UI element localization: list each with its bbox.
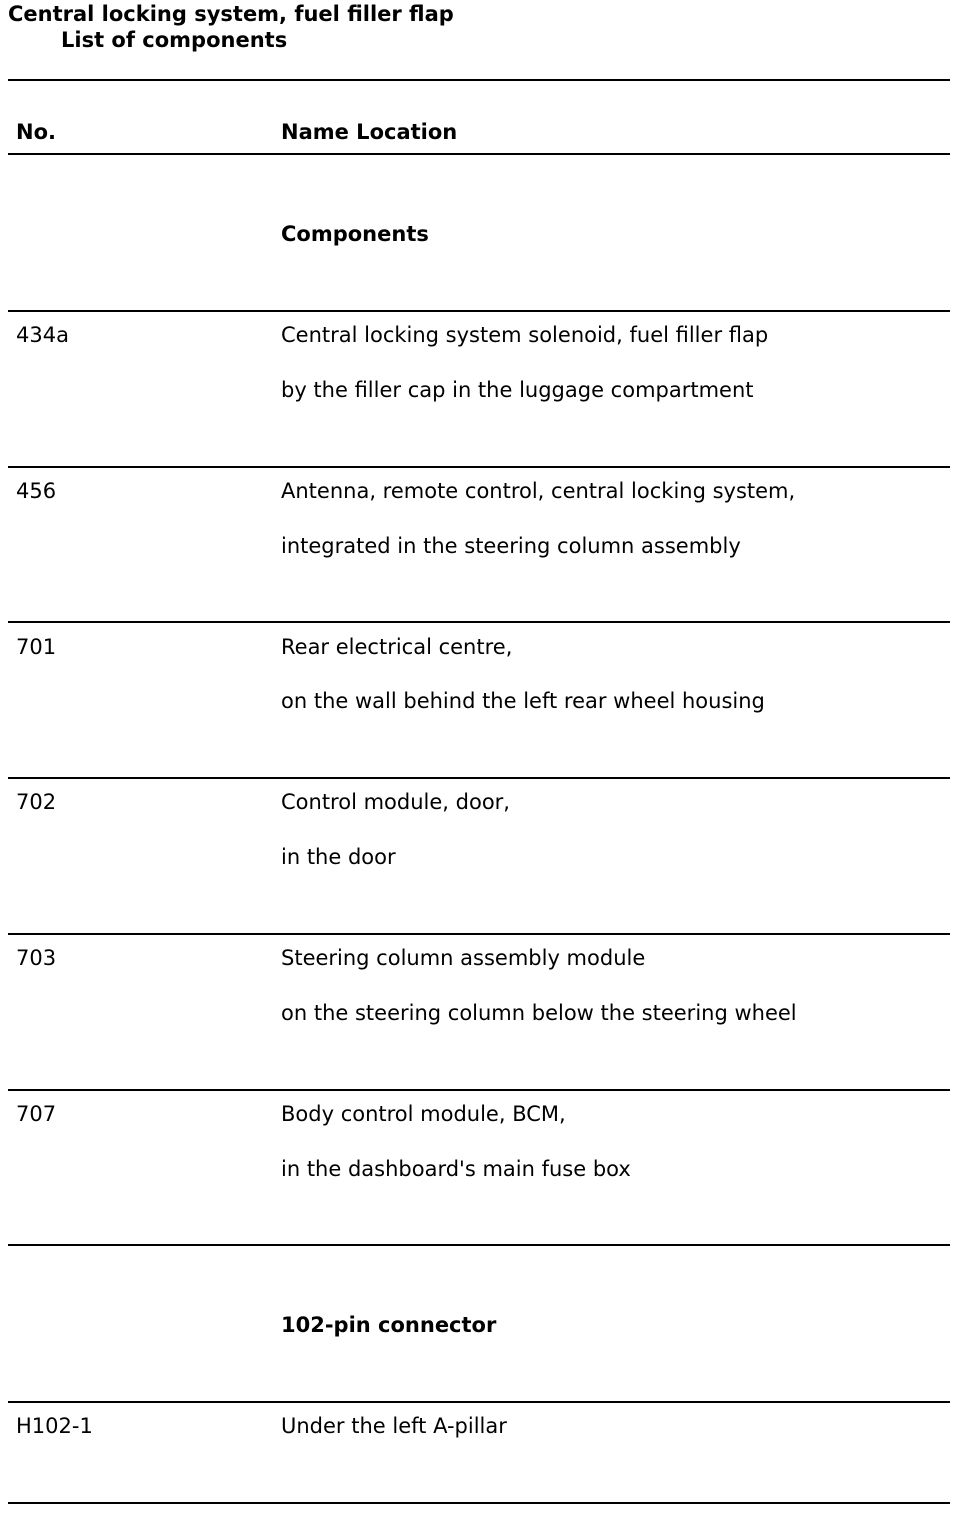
row-name: Control module, door,	[281, 790, 510, 814]
section-divider	[8, 1244, 950, 1246]
row-name: Body control module, BCM,	[281, 1102, 566, 1126]
row-divider	[8, 777, 950, 779]
row-location: in the dashboard's main fuse box	[281, 1157, 631, 1181]
row-number: 702	[16, 790, 57, 814]
header-rule	[8, 153, 950, 155]
row-number: 434a	[16, 323, 69, 347]
row-divider	[8, 310, 950, 312]
page-title: Central locking system, fuel filler flap	[8, 2, 454, 26]
row-location: by the filler cap in the luggage compartment	[281, 378, 754, 402]
row-number: H102-1	[16, 1414, 93, 1438]
row-number: 707	[16, 1102, 57, 1126]
row-divider	[8, 1401, 950, 1403]
row-name: Steering column assembly module	[281, 946, 646, 970]
table-top-rule	[8, 79, 950, 81]
row-name: Rear electrical centre,	[281, 635, 513, 659]
row-location: on the steering column below the steering wheel	[281, 1001, 797, 1025]
row-divider	[8, 621, 950, 623]
row-number: 703	[16, 946, 57, 970]
header-no: No.	[16, 120, 56, 144]
section-heading-components: Components	[281, 222, 429, 246]
row-name: Under the left A-pillar	[281, 1414, 507, 1438]
table-bottom-rule	[8, 1502, 950, 1504]
page-subtitle: List of components	[61, 28, 288, 52]
row-number: 701	[16, 635, 57, 659]
row-name: Central locking system solenoid, fuel filler flap	[281, 323, 769, 347]
row-number: 456	[16, 479, 57, 503]
row-divider	[8, 466, 950, 468]
header-name-location: Name Location	[281, 120, 458, 144]
row-name: Antenna, remote control, central locking system,	[281, 479, 796, 503]
row-location: in the door	[281, 845, 396, 869]
section-heading-connector: 102-pin connector	[281, 1313, 497, 1337]
row-divider	[8, 1089, 950, 1091]
row-divider	[8, 933, 950, 935]
row-location: integrated in the steering column assembly	[281, 534, 741, 558]
row-location: on the wall behind the left rear wheel housing	[281, 689, 765, 713]
